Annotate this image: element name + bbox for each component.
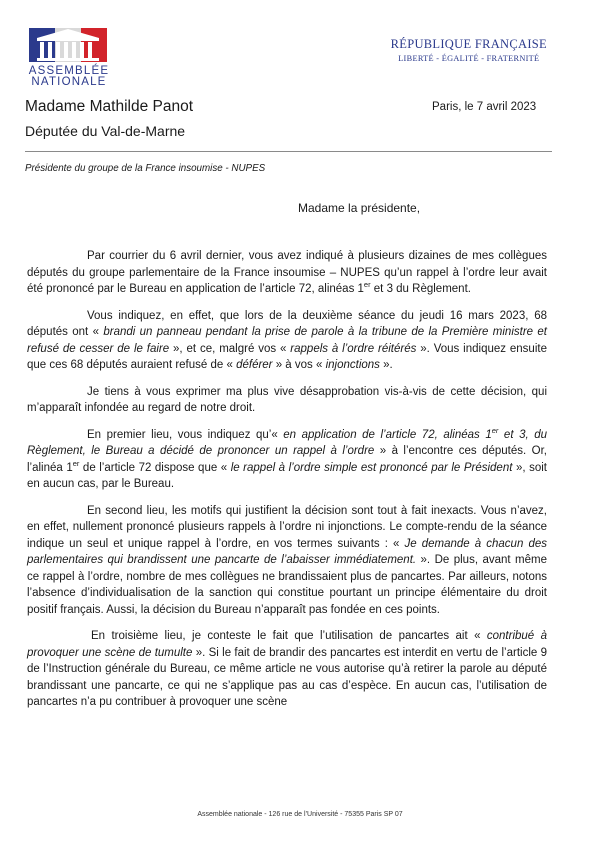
letter-body [27, 248, 547, 721]
logo-line-1: ASSEMBLÉE [28, 65, 110, 77]
sender-name: Madame Mathilde Panot [25, 98, 194, 115]
republic-header [391, 37, 547, 63]
paragraph-6: En troisième lieu, je conteste le fait que l’utilisation de pancartes ait « contribué à provoquer une scène de tumulte ». Si le fait de brandir des pancartes est interdit en vertu de l’article 9 de l’Instruction générale du Bureau, ce même article ne vous autorise qu’à retirer la parole au député brandissant une pancarte, ce qui ne s’applique pas au cas d’espèce. En aucun cas, l’utilisation de pancartes n’a pu contribuer à provoquer une scène [27, 630, 547, 708]
paragraph-3: Je tiens à vous exprimer ma plus vive désapprobation vis-à-vis de cette décision, qui m’apparaît infondée au regard de notre droit. [27, 385, 547, 414]
header-divider [25, 151, 552, 152]
logo-wordmark [27, 66, 111, 88]
hemicycle-logo-icon [27, 24, 111, 68]
letter-date: Paris, le 7 avril 2023 [432, 101, 537, 113]
sender-subtitle: Présidente du groupe de la France insoumise - NUPES [25, 163, 266, 174]
paragraph-4: En premier lieu, vous indiquez qu’« en application de l’article 72, alinéas 1er et 3, du Règlement, le Bureau a décidé de prononcer un rappel à l’ordre » à l’encontre ces députés. Or, l’alinéa 1er de l’article 72 dispose que « le rappel à l’ordre simple est prononcé par le Président », soit en aucun cas, par le Bureau. [27, 425, 547, 490]
republic-title: RÉPUBLIQUE FRANÇAISE [390, 37, 547, 51]
page-footer: Assemblée nationale - 126 rue de l’Université - 75355 Paris SP 07 [197, 811, 403, 818]
sender-role: Députée du Val-de-Marne [25, 123, 186, 139]
paragraph-1: Par courrier du 6 avril dernier, vous avez indiqué à plusieurs dizaines de mes collègues députés du groupe parlementaire de la France insoumise – NUPES qu’un rappel à l’ordre leur avait été prononcé par le Bureau en application de l’article 72, alinéas 1er et 3 du Règlement. [27, 250, 547, 295]
logo-line-2: NATIONALE [31, 76, 107, 88]
paragraph-5: En second lieu, les motifs qui justifient la décision sont tout à fait inexacts. Vous n’avez, en effet, nullement prononcé plusieurs rappels à l’ordre ni injonctions. Le compte-rendu de la séance indique un seul et unique rappel à l’ordre, en vos termes suivants : « Je demande à chacun des parlementaires qui brandissent une pancarte de l’abaisser immédiatement. ». De plus, avant même ce rappel à l’ordre, nombre de mes collègues ne brandissaient plus de pancartes. Par ailleurs, notons l’absence d’individualisation de la sanction qui constitue pourtant un principe élémentaire du droit positif français. Aussi, la décision du Bureau n’apparaît pas fondée en ces points. [27, 504, 547, 616]
salutation: Madame la présidente, [298, 201, 421, 215]
paragraph-2: Vous indiquez, en effet, que lors de la deuxième séance du jeudi 16 mars 2023, 68 députés ont « brandi un panneau pendant la prise de parole à la tribune de la Première ministre et refusé de cesser de le faire », et ce, malgré vos « rappels à l’ordre réitérés ». Vous indiquez ensuite que ces 68 députés auraient refusé de « déférer » à vos « injonctions ». [27, 309, 547, 371]
republic-motto: LIBERTÉ - ÉGALITÉ - FRATERNITÉ [398, 54, 540, 63]
